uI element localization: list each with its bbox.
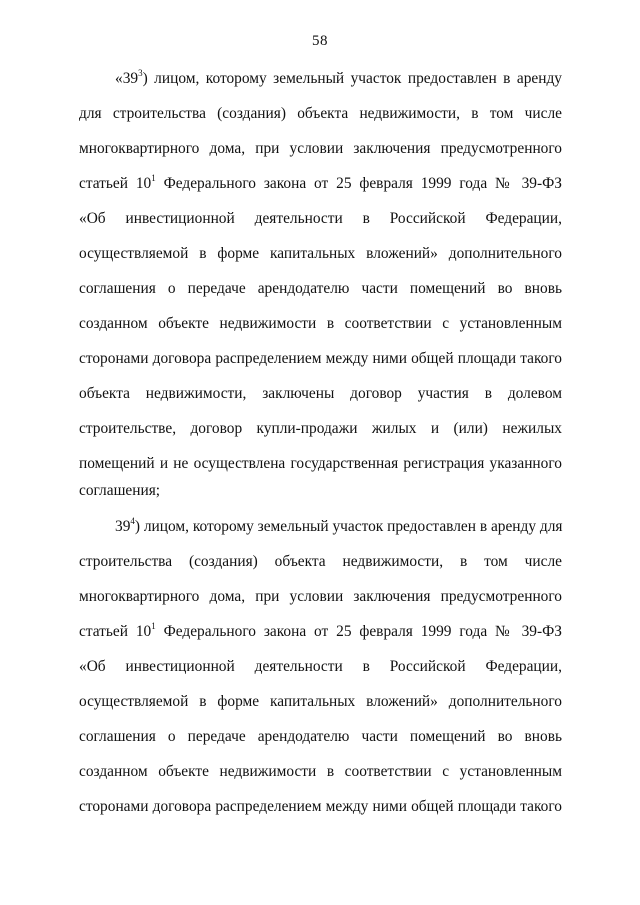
paragraph-2-line-1: $39^4$) лицом, которому земельный участок предоставлен в аренду для [115, 515, 563, 535]
paragraph-2-line-3: многоквартирного дома, при условии заключения предусмотренного [79, 588, 562, 605]
paragraph-1-line-10: объекта недвижимости, заключены договор участия в долевом [79, 385, 562, 402]
superscript: 3 [138, 67, 143, 78]
paragraph-1-line-13: соглашения; [79, 482, 161, 499]
paragraph-1-line-8: созданном объекте недвижимости в соответствии с установленным [79, 315, 562, 332]
paragraph-1-line-7: соглашения о передаче арендодателю части помещений во вновь [79, 280, 562, 297]
page-number: 58 [312, 33, 328, 49]
paragraph-1-line-12: помещений и не осуществлена государственная регистрация указанного [79, 455, 562, 472]
paragraph-2-line-8: созданном объекте недвижимости в соответствии с установленным [79, 763, 562, 780]
superscript: 1 [151, 172, 156, 183]
paragraph-1-line-4: статьей $10^1$ Федерального закона от 25 февраля 1999 года № 39-ФЗ [79, 172, 562, 192]
paragraph-1-line-6: осуществляемой в форме капитальных вложений» дополнительного [79, 245, 562, 262]
paragraph-1-line-2: для строительства (создания) объекта недвижимости, в том числе [79, 105, 562, 122]
paragraph-2-line-2: строительства (создания) объекта недвижимости, в том числе [79, 553, 562, 570]
paragraph-1-line-5: «Об инвестиционной деятельности в Российской Федерации, [79, 210, 562, 227]
paragraph-2-line-4: статьей $10^1$ Федерального закона от 25 февраля 1999 года № 39-ФЗ [79, 620, 562, 640]
paragraph-2-line-5: «Об инвестиционной деятельности в Российской Федерации, [79, 658, 562, 675]
superscript: 1 [151, 620, 156, 631]
paragraph-2-line-6: осуществляемой в форме капитальных вложений» дополнительного [79, 693, 562, 710]
paragraph-1-line-9: сторонами договора распределением между ними общей площади такого [79, 350, 562, 367]
paragraph-2-line-9: сторонами договора распределением между ними общей площади такого [79, 798, 562, 815]
paragraph-2-line-7: соглашения о передаче арендодателю части помещений во вновь [79, 728, 562, 745]
paragraph-1-line-11: строительстве, договор купли-продажи жилых и (или) нежилых [79, 420, 562, 437]
paragraph-1-line-3: многоквартирного дома, при условии заключения предусмотренного [79, 140, 562, 157]
superscript: 4 [130, 515, 135, 526]
paragraph-1-line-1: «$39^3$) лицом, которому земельный участок предоставлен в аренду [115, 67, 562, 87]
